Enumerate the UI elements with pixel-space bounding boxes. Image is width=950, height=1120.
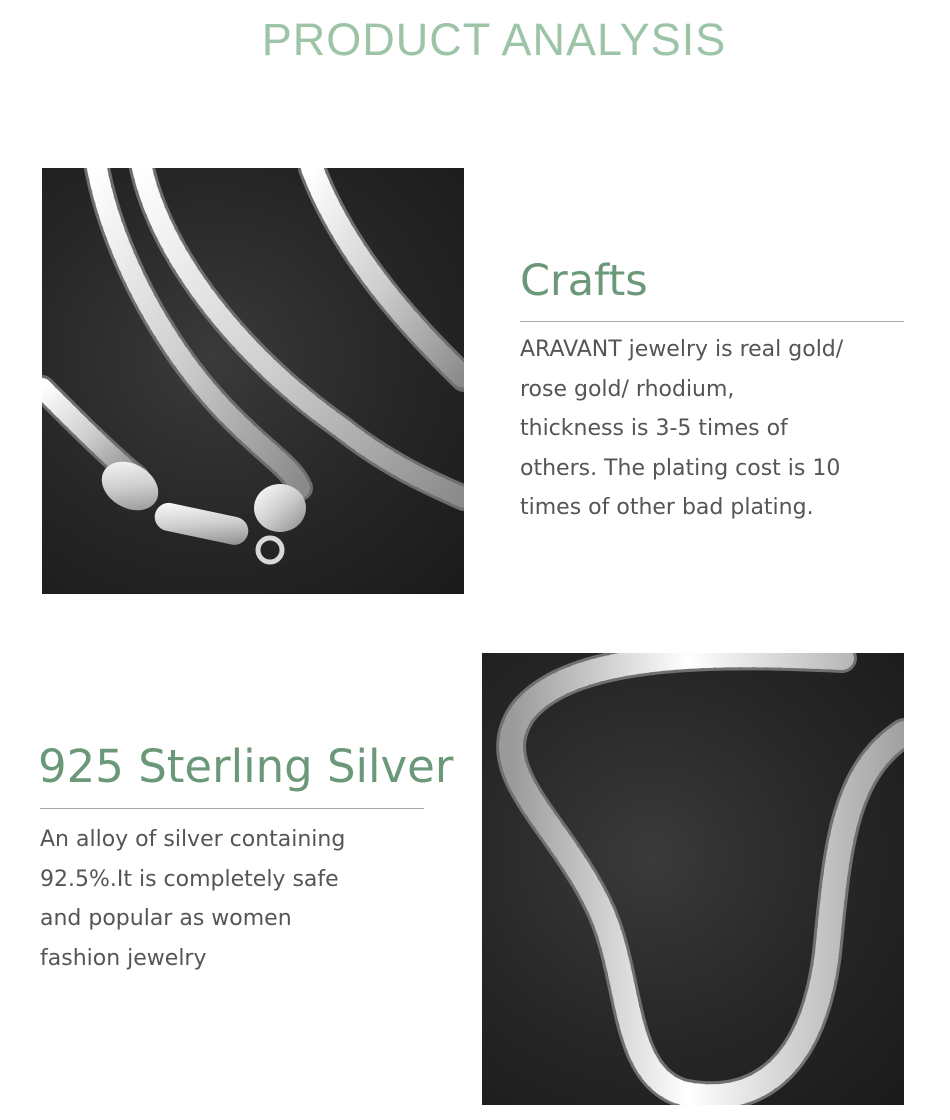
crafts-line: times of other bad plating.: [520, 495, 814, 521]
crafts-line: ARAVANT jewelry is real gold/: [520, 337, 844, 362]
chain-clasp-photo: [42, 168, 464, 594]
crafts-line: rose gold/ rhodium,: [520, 376, 735, 402]
page-title: PRODUCT ANALYSIS: [261, 14, 727, 65]
crafts-divider: [520, 321, 904, 322]
silver-line: An alloy of silver containing: [40, 827, 346, 852]
crafts-line: others. The plating cost is 10: [520, 455, 841, 481]
draped-chain-photo: [482, 653, 904, 1105]
sterling-silver-description: [40, 820, 345, 978]
crafts-description: [520, 330, 843, 528]
crafts-line: thickness is 3-5 times of: [520, 416, 788, 442]
silver-line: and popular as women: [40, 906, 292, 932]
silver-line: 92.5%.It is completely safe: [40, 866, 339, 892]
sterling-silver-heading: 925 Sterling Silver: [38, 740, 454, 793]
sterling-silver-divider: [40, 808, 424, 809]
silver-line: fashion jewelry: [40, 945, 207, 971]
crafts-heading: Crafts: [520, 256, 648, 306]
